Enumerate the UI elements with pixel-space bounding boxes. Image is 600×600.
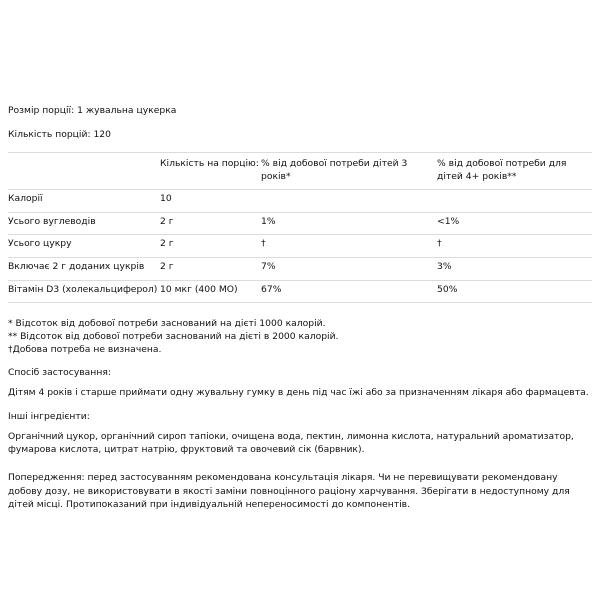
ingredients-title: Інші інгредієнти:	[8, 410, 90, 422]
table-cell: 2 г	[160, 212, 261, 235]
table-cell: 2 г	[160, 235, 261, 258]
table-cell: †	[261, 235, 437, 258]
table-cell: <1%	[437, 212, 592, 235]
table-cell	[437, 190, 592, 213]
serving-size: Розмір порції: 1 жувальна цукерка	[8, 105, 177, 116]
table-header-row	[8, 153, 592, 190]
header-cell: % від добової потреби для дітей 4+ років**	[437, 153, 592, 190]
table-cell: 1%	[261, 212, 437, 235]
table-cell: Включає 2 г доданих цукрів	[8, 257, 160, 280]
table-cell: 10	[160, 190, 261, 213]
table-row	[8, 212, 592, 235]
header-cell: % від добової потреби дітей 3 років*	[261, 153, 437, 190]
warning-text: Попередження: перед застосуванням рекомендована консультація лікаря. Чи не перевищувати рекомендовану добову дозу, не використовувати в якості заміни повноцінного раціону харчування. Зберігати в недоступному для дітей місці. Протипоказаний при індивідуальній непереносимості до компонентів.	[8, 471, 570, 511]
table-cell: 50%	[437, 280, 592, 303]
footnote: ** Відсоток від добової потреби заснований на дієті в 2000 калорій.	[8, 331, 339, 343]
table-row	[8, 257, 592, 280]
table-cell	[261, 190, 437, 213]
table-row	[8, 190, 592, 213]
table-cell: 2 г	[160, 257, 261, 280]
table-cell: 67%	[261, 280, 437, 303]
table-cell: Вітамін D3 (холекальциферол)	[8, 280, 160, 303]
ingredients-text: Органічний цукор, органічний сироп тапіоки, очищена вода, пектин, лимонна кислота, натуральний ароматизатор, фумарова кислота, цитрат натрію, фруктовий та овочевий сік (барвник).	[8, 430, 574, 456]
supplement-facts-document	[8, 104, 592, 512]
table-cell: †	[437, 235, 592, 258]
table-cell: Усього цукру	[8, 235, 160, 258]
header-cell: Кількість на порцію:	[160, 153, 261, 190]
footnotes	[8, 317, 592, 356]
usage-title: Спосіб застосування:	[8, 367, 111, 379]
table-cell: Усього вуглеводів	[8, 212, 160, 235]
nutrition-table	[8, 152, 592, 303]
footnote: * Відсоток від добової потреби заснований на дієті 1000 калорій.	[8, 318, 326, 330]
table-row	[8, 280, 592, 303]
table-cell: 3%	[437, 257, 592, 280]
table-row	[8, 235, 592, 258]
servings-count: Кількість порцій: 120	[8, 129, 111, 140]
footnote: †Добова потреба не визначена.	[8, 344, 162, 356]
table-cell: 7%	[261, 257, 437, 280]
usage-text: Дітям 4 років і старше приймати одну жувальну гумку в день під час їжі або за призначенням лікаря або фармацевта.	[8, 387, 589, 399]
table-cell: 10 мкг (400 МО)	[160, 280, 261, 303]
header-cell	[8, 153, 160, 190]
table-cell: Калорії	[8, 190, 160, 213]
